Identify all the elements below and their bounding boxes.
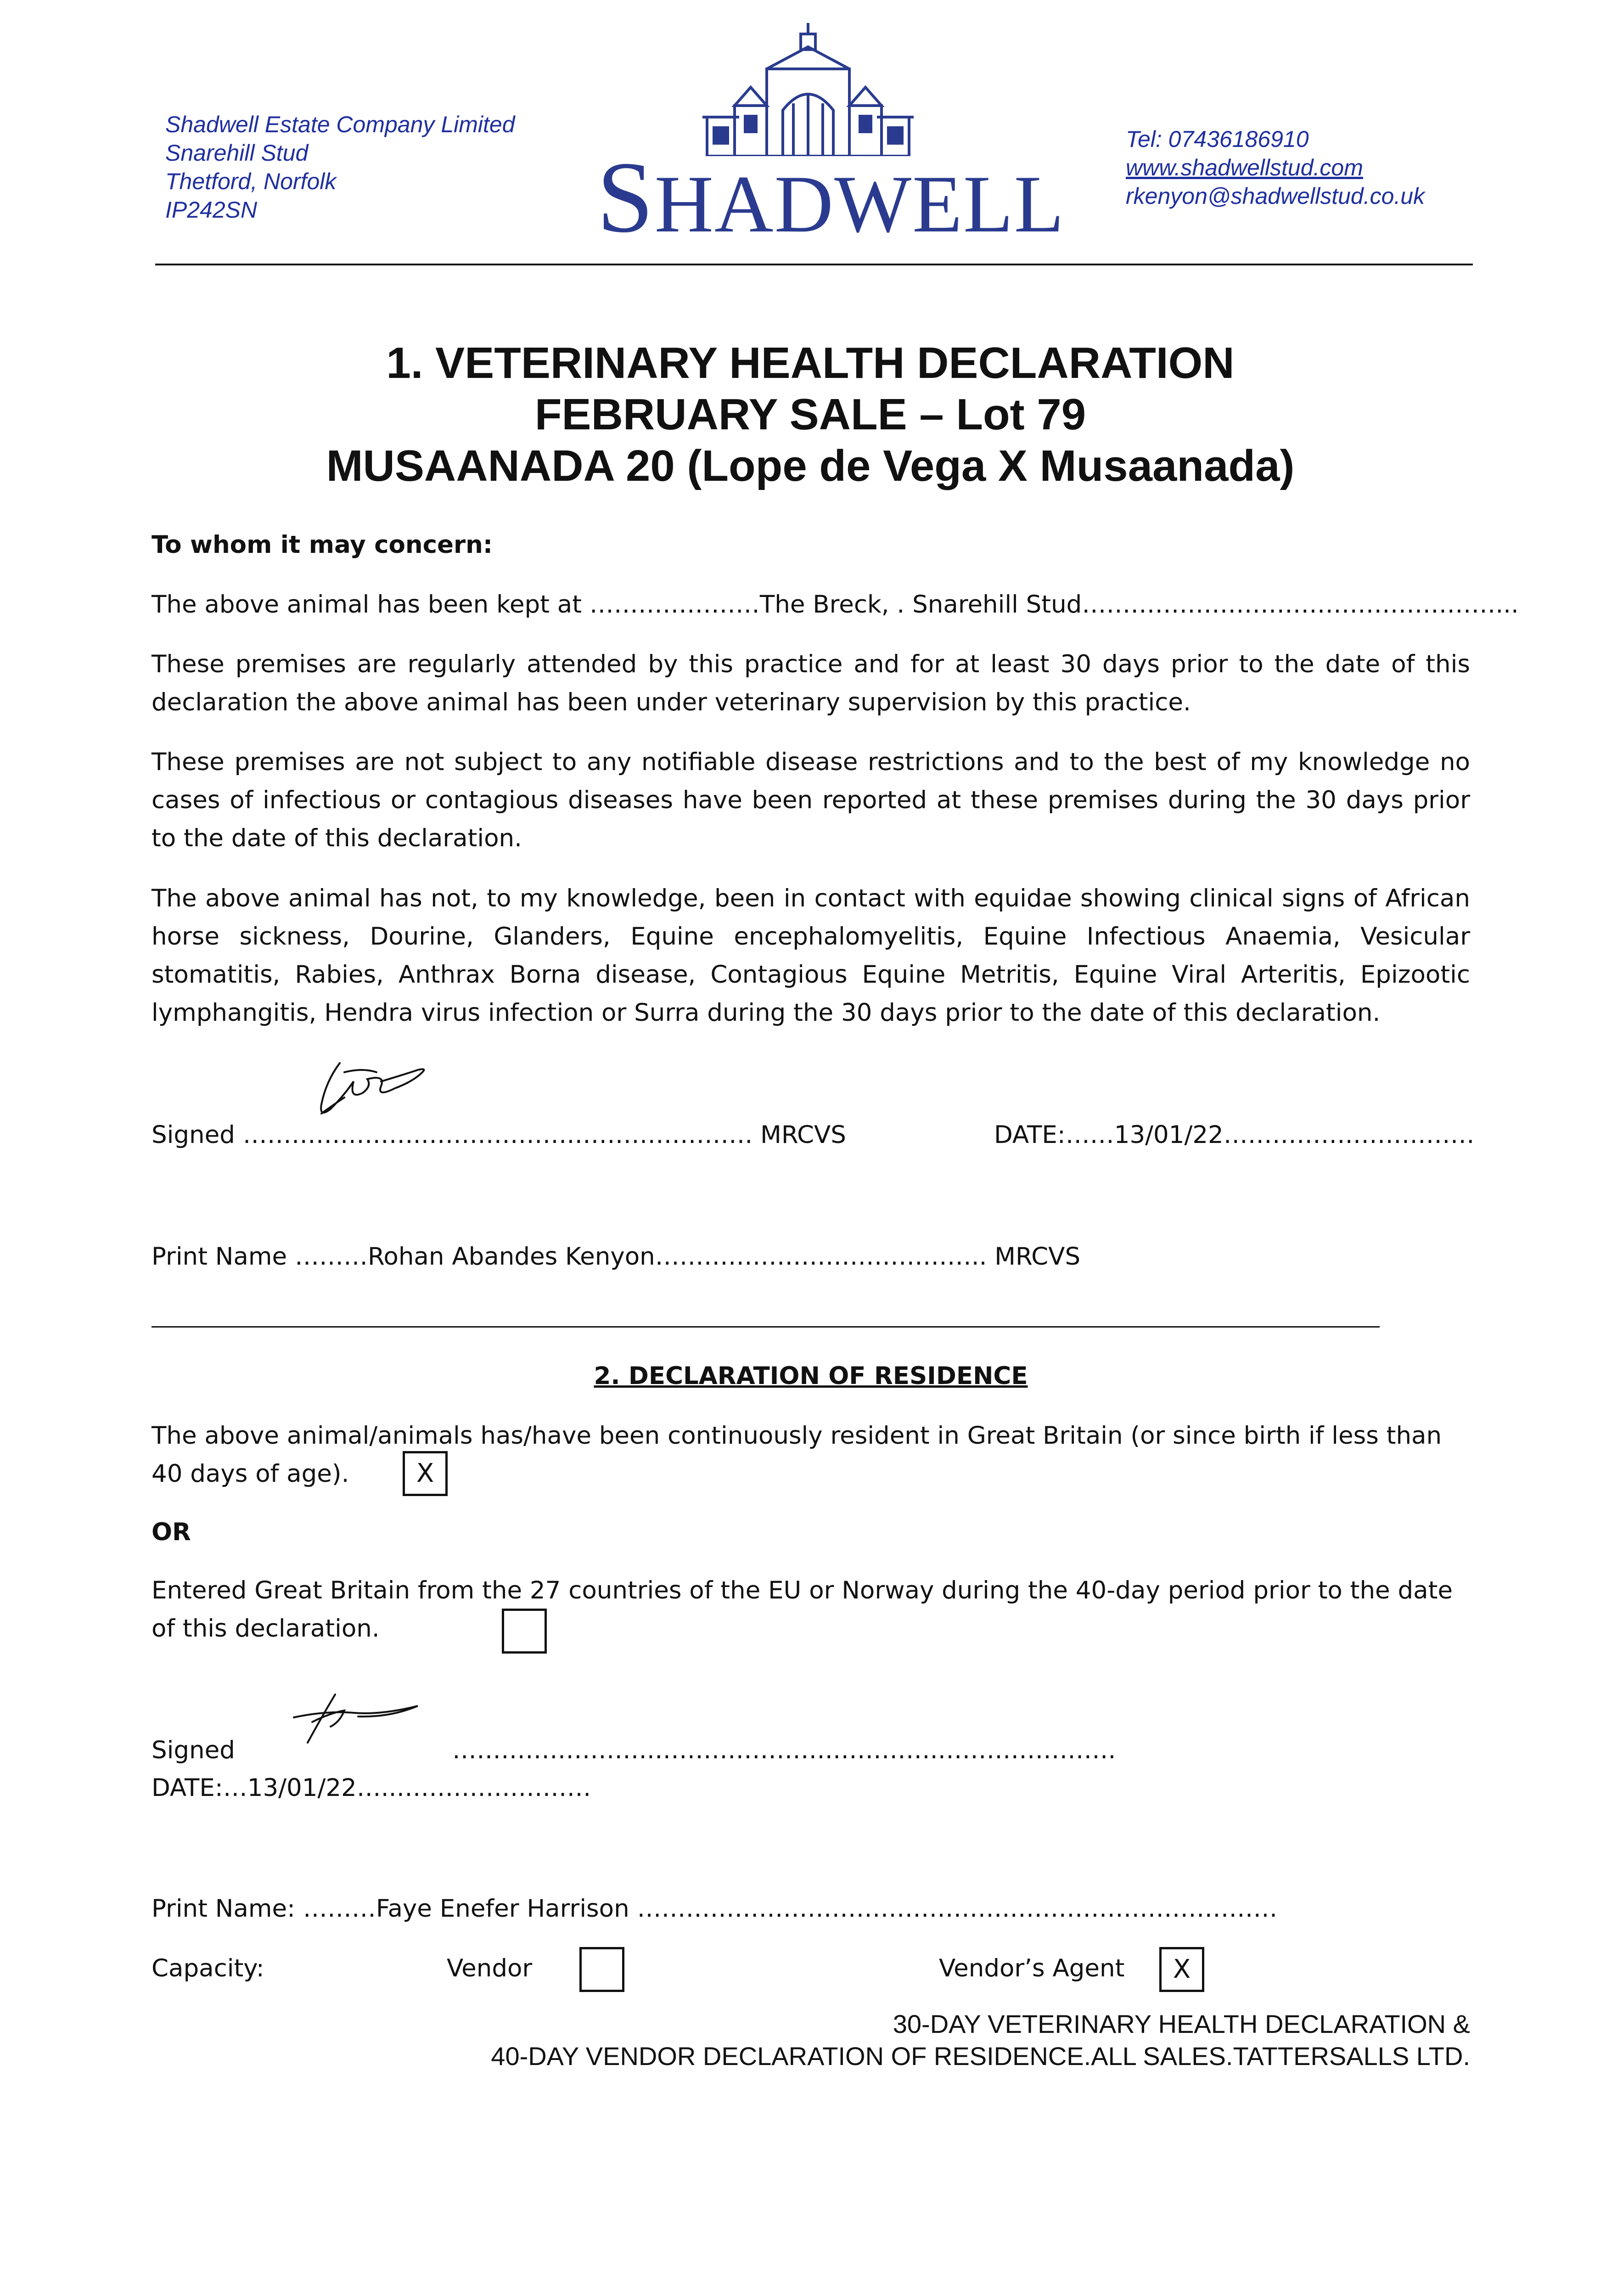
- vendor-signed-label: Signed: [152, 1736, 235, 1764]
- paragraph-disease-contact: The above animal has not, to my knowledge, been in contact with equidae showing clinical signs of African horse sickness, Dourine, Glanders, Equine encephalomyelitis, Equine Infectious Anaemia, Vesicular stomatitis, Rabies, Anthrax Borna disease, Contagious Equine Metritis, Equine Viral Arteritis, Epizootic lymphangitis, Hendra virus infection or Surra during the 30 days prior to the date of this declaration.: [152, 884, 1470, 1027]
- vendor-signed-dots: …………………….………………….………….………………….: [452, 1736, 1116, 1764]
- vendor-signature: [275, 1690, 427, 1750]
- website-link[interactable]: www.shadwellstud.com: [1126, 155, 1363, 180]
- vendor-checkbox[interactable]: [579, 1947, 624, 1992]
- shadwell-wordmark: SHADWELL: [597, 141, 1065, 254]
- entered-text-line-2: of this declaration.: [152, 1615, 380, 1643]
- address-line-stud: Snarehill Stud: [165, 140, 309, 166]
- agent-label: Vendor’s Agent: [939, 1954, 1125, 1982]
- or-label: OR: [152, 1518, 191, 1546]
- address-line-postcode: IP242SN: [165, 197, 258, 223]
- capacity-label: Capacity:: [152, 1954, 264, 1982]
- vet-date-line: DATE:……13/01/22…………….……………: [994, 1121, 1475, 1149]
- footer-line-2: 40-DAY VENDOR DECLARATION OF RESIDENCE.ALL SALES.TATTERSALLS LTD.: [491, 2042, 1470, 2071]
- salutation: To whom it may concern:: [152, 531, 493, 559]
- paragraph-supervision: These premises are regularly attended by this practice and for at least 30 days prior to the date of this declaration the above animal has been under veterinary supervision by this practice.: [152, 650, 1470, 716]
- entered-checkbox[interactable]: [502, 1609, 547, 1654]
- title-line-3: MUSAANADA 20 (Lope de Vega X Musaanada): [326, 441, 1295, 490]
- entered-text-line-1: Entered Great Britain from the 27 countries of the EU or Norway during the 40-day period prior to the date: [152, 1576, 1453, 1604]
- address-line-town: Thetford, Norfolk: [165, 169, 337, 194]
- address-line-company: Shadwell Estate Company Limited: [165, 112, 515, 137]
- resident-text-line-2: 40 days of age).: [152, 1460, 349, 1488]
- document-title: [138, 338, 1483, 492]
- resident-checkbox[interactable]: X: [403, 1451, 448, 1496]
- vet-signed-line: Signed ………………….……………….…………………. MRCVS: [152, 1121, 846, 1149]
- vendor-date-line: DATE:…13/01/22…..……………………: [152, 1774, 591, 1802]
- shadwell-logo: [597, 18, 1065, 254]
- vet-print-name-line: Print Name ………Rohan Abandes Kenyon………………………………….. MRCVS: [152, 1243, 1081, 1271]
- vendor-label: Vendor: [447, 1954, 533, 1982]
- contact-details: [1126, 125, 1425, 210]
- company-address: [165, 110, 515, 224]
- vendor-print-name-line: Print Name: ………Faye Enefer Harrison ……………………………………….……………………………: [152, 1895, 1278, 1923]
- gatehouse-icon: [597, 18, 1019, 156]
- email[interactable]: rkenyon@shadwellstud.co.uk: [1126, 183, 1425, 209]
- section-divider: [152, 1326, 1380, 1328]
- title-line-1: 1. VETERINARY HEALTH DECLARATION: [386, 338, 1235, 388]
- residence-heading: 2. DECLARATION OF RESIDENCE: [594, 1362, 1028, 1390]
- resident-text-line-1: The above animal/animals has/have been continuously resident in Great Britain (or since birth if less than: [152, 1422, 1442, 1450]
- kept-at-line: The above animal has been kept at …………………The Breck, . Snarehill Stud……………………………………………...: [152, 591, 1519, 619]
- agent-checkbox[interactable]: X: [1159, 1947, 1204, 1992]
- header-divider: [155, 264, 1473, 265]
- title-line-2: FEBRUARY SALE – Lot 79: [534, 390, 1086, 439]
- paragraph-restrictions: These premises are not subject to any notifiable disease restrictions and to the best of my knowledge no cases of infectious or contagious diseases have been reported at these premises during the 30 days prior to the date of this declaration.: [152, 748, 1470, 852]
- footer-line-1: 30-DAY VETERINARY HEALTH DECLARATION &: [893, 2009, 1470, 2038]
- telephone: Tel: 07436186910: [1126, 126, 1309, 152]
